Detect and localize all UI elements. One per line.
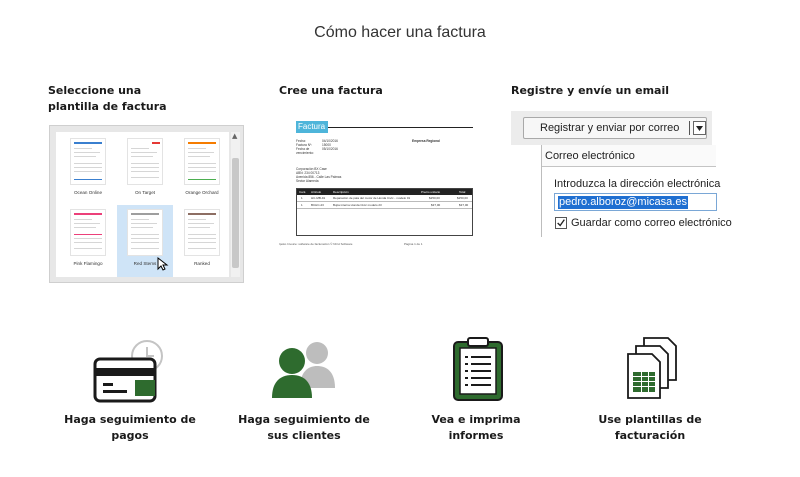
step-title-line: Seleccione una [48,84,142,97]
scrollbar-thumb[interactable] [232,158,239,268]
invoice-field-labels: Fecha: Factura Nº: Fecha de vencimiento: [296,139,314,155]
credit-card-clock-icon [93,339,169,403]
template-name: Red Stems [133,261,157,266]
invoice-row: 1 BCHC-23 Bujía interna Honda Civic modelo 23 $37,00 $37,00 [297,202,472,209]
template-thumbnail [70,138,106,185]
template-thumbnail [184,209,220,256]
email-address-value: pedro.alboroz@micasa.es [559,196,687,208]
template-name: Pink Flamingo [73,261,103,266]
button-separator [689,121,690,135]
step-title-create-invoice: Cree una factura [279,84,383,97]
email-section-header [542,145,716,167]
feature-label-templates: Use plantillas de facturación [598,413,702,442]
step-title-register-email: Registre y envíe un email [511,84,669,97]
email-dropdown-panel [541,145,732,237]
mouse-pointer-icon [157,257,169,271]
save-email-label: Guardar como correo electrónico [571,217,732,229]
template-item-on-target[interactable] [117,134,173,206]
invoice-divider [328,127,473,128]
invoice-page-number: Página 1 de 1 [404,242,423,246]
people-icon [270,338,340,400]
email-register-panel [511,111,732,235]
template-name: Orange Orchard [185,190,219,195]
page-title: Cómo hacer una factura [314,24,486,41]
save-email-checkbox[interactable] [555,217,567,229]
invoice-row: 1 HC-MB-91 Reparación de pala del motor de Honda Civic - modelo 01 $250,00 $250,00 [297,195,472,202]
step-title-line: plantilla de factura [48,100,167,113]
template-name: Ranked [194,261,210,266]
invoice-footer: Ipoko Invoice: software de facturación © NCH Software [279,242,353,246]
dropdown-arrow-icon[interactable] [693,121,706,135]
register-send-email-button[interactable] [523,117,707,139]
scroll-up-icon[interactable]: ▲ [232,132,238,140]
template-scrollbar[interactable] [231,132,240,277]
feature-label-clients: Haga seguimiento de sus clientes [238,413,370,442]
template-name: On Target [134,190,156,195]
invoice-table-header: Cant. Artículo Descripción Precio unitario Total [297,189,472,195]
template-item-orange-orchard[interactable] [174,134,230,206]
document-stack-icon [624,336,680,402]
feature-label-reports: Vea e imprima informes [431,413,521,442]
template-thumbnail [127,138,163,185]
email-toolbar [511,111,712,145]
invoice-preview [279,118,474,246]
clipboard-report-icon [450,334,506,404]
email-address-prompt: Introduzca la dirección electrónica [554,178,721,190]
feature-label-payments: Haga seguimiento de pagos [64,413,196,442]
template-thumbnail [184,138,220,185]
template-item-pink-flamingo[interactable] [60,205,116,277]
template-picker [49,125,244,283]
template-item-ranked[interactable] [174,205,230,277]
email-section-label: Correo electrónico [545,150,635,162]
template-name: Ocean Online [73,190,103,195]
invoice-heading: Factura [296,121,328,133]
template-thumbnail [70,209,106,256]
template-thumbnail [127,209,163,256]
email-address-input[interactable] [554,193,717,211]
template-grid [56,132,229,277]
invoice-client: Corporación BX Case ABN: 234 00713 Avenida 856 - Calle Las Palmas Sector Alameda [296,167,342,183]
invoice-items-table [296,188,473,236]
template-item-ocean-online[interactable] [60,134,116,206]
step-title-select-template [48,83,167,115]
invoice-field-values: 04/10/2016 15000 05/10/2016 [322,139,338,151]
register-send-email-label: Registrar y enviar por correo [540,122,680,134]
invoice-company: Empresa Regional [412,139,440,143]
